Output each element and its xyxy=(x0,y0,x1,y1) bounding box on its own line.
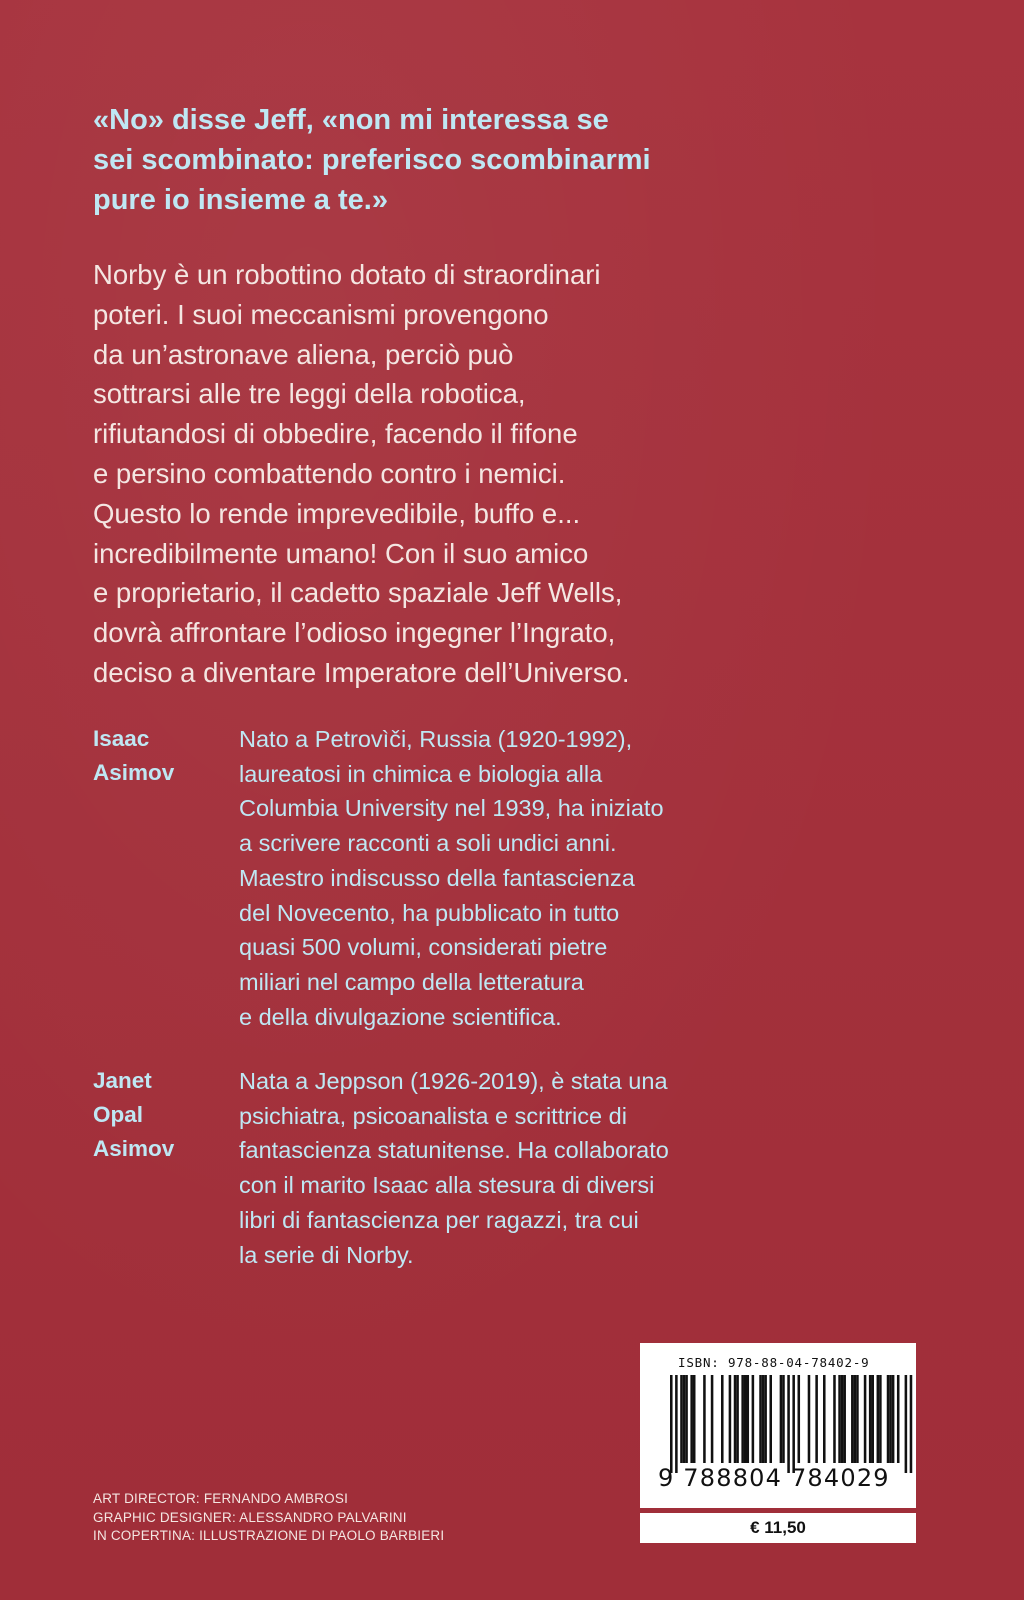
bio-line: a scrivere racconti a soli undici anni. xyxy=(239,830,617,857)
credit-line: GRAPHIC DESIGNER: ALESSANDRO PALVARINI xyxy=(93,1509,407,1525)
synopsis-line: e persino combattendo contro i nemici. xyxy=(93,457,566,489)
barcode-bar xyxy=(680,1375,683,1463)
barcode-bar xyxy=(744,1375,747,1463)
barcode-bar xyxy=(871,1375,874,1463)
barcode-bar xyxy=(905,1375,908,1473)
bio-line: Columbia University nel 1939, ha iniziato xyxy=(239,795,664,822)
design-credits xyxy=(93,1490,444,1546)
bio-line: libri di fantascienza per ragazzi, tra cui xyxy=(239,1206,639,1233)
barcode-bar xyxy=(833,1375,836,1463)
author-bio-text xyxy=(239,722,799,1034)
barcode-bar xyxy=(910,1375,913,1473)
barcode-bar xyxy=(721,1375,724,1463)
author-name-line: Isaac xyxy=(93,726,150,751)
barcode-bar xyxy=(747,1375,750,1463)
isbn-barcode-panel xyxy=(640,1343,916,1508)
barcode-bar xyxy=(823,1375,826,1463)
author-name-line: Opal xyxy=(93,1102,144,1127)
barcode-bar xyxy=(769,1375,772,1463)
price-tag xyxy=(640,1513,916,1543)
barcode-bar xyxy=(877,1375,880,1463)
barcode-bar xyxy=(736,1375,739,1463)
quote-line: «No» disse Jeff, «non mi interessa se xyxy=(93,104,609,136)
barcode-bar xyxy=(808,1375,811,1463)
author-bio-text xyxy=(239,1064,799,1272)
synopsis-line: deciso a diventare Imperatore dell’Universo. xyxy=(93,656,630,688)
barcode-bar xyxy=(815,1375,818,1463)
synopsis xyxy=(93,255,813,693)
barcode-bar xyxy=(764,1375,767,1463)
barcode-bar xyxy=(792,1375,795,1473)
synopsis-line: rifiutandosi di obbedire, facendo il fifone xyxy=(93,418,578,450)
barcode-bar xyxy=(759,1375,762,1463)
bio-line: Nata a Jeppson (1926-2019), è stata una xyxy=(239,1068,668,1094)
barcode-bar xyxy=(683,1375,686,1463)
bio-line: del Novecento, ha pubblicato in tutto xyxy=(239,899,620,926)
barcode-bar xyxy=(879,1375,882,1463)
author-name-line: Asimov xyxy=(93,1136,175,1161)
credit-line: IN COPERTINA: ILLUSTRAZIONE DI PAOLO BARBIERI xyxy=(93,1528,445,1543)
barcode-bar xyxy=(741,1375,744,1463)
barcode-bar xyxy=(892,1375,895,1463)
barcode-bar xyxy=(762,1375,765,1463)
quote-line: pure io insieme a te.» xyxy=(93,184,388,216)
barcode-bar xyxy=(787,1375,790,1473)
barcode-bar xyxy=(734,1375,737,1463)
barcode-bar xyxy=(851,1375,854,1463)
author-name xyxy=(93,1064,213,1166)
synopsis-line: dovrà affrontare l’odioso ingegner l’Ingrato, xyxy=(93,617,616,649)
barcode-bar xyxy=(675,1375,678,1473)
barcode-bar xyxy=(685,1375,688,1463)
author-name-line: Asimov xyxy=(93,760,175,785)
author-name-line: Janet xyxy=(93,1068,152,1093)
barcode-bar xyxy=(752,1375,755,1463)
bio-line: miliari nel campo della letteratura xyxy=(239,968,584,995)
barcode-bar xyxy=(889,1375,892,1463)
ean-digits: 9 788804 784029 xyxy=(658,1464,890,1492)
quote-line: sei scombinato: preferisco scombinarmi xyxy=(93,144,651,176)
bio-line: quasi 500 volumi, considerati pietre xyxy=(239,934,608,961)
synopsis-line: e proprietario, il cadetto spaziale Jeff Wells, xyxy=(93,577,623,609)
bio-line: psichiatra, psicoanalista e scrittrice di xyxy=(239,1102,627,1129)
barcode-bar xyxy=(838,1375,841,1463)
barcode-bar xyxy=(782,1375,785,1463)
synopsis-line: da un’astronave aliena, perciò può xyxy=(93,338,514,370)
bio-line: fantascienza statunitense. Ha collaborato xyxy=(239,1137,669,1164)
bio-line: Maestro indiscusso della fantascienza xyxy=(239,864,635,891)
barcode-bar xyxy=(869,1375,872,1463)
author-name xyxy=(93,722,213,790)
synopsis-line: incredibilmente umano! Con il suo amico xyxy=(93,537,589,569)
barcode-bar xyxy=(693,1375,696,1463)
barcode-bar xyxy=(729,1375,732,1463)
bio-line: e della divulgazione scientifica. xyxy=(239,1003,562,1030)
price-value: € 11,50 xyxy=(750,1518,806,1537)
bio-line: con il marito Isaac alla stesura di diversi xyxy=(239,1172,655,1199)
barcode-bar xyxy=(670,1375,673,1473)
barcode-bar xyxy=(854,1375,857,1463)
barcode-bar xyxy=(843,1375,846,1463)
barcode-bar xyxy=(856,1375,859,1463)
credit-line: ART DIRECTOR: FERNANDO AMBROSI xyxy=(93,1491,349,1506)
bio-line: Nato a Petrovìči, Russia (1920-1992), xyxy=(239,726,633,752)
isbn-label: ISBN: 978-88-04-78402-9 xyxy=(678,1355,870,1370)
barcode-bar xyxy=(864,1375,867,1463)
barcode-bar xyxy=(703,1375,706,1463)
pull-quote xyxy=(93,100,793,220)
barcode-bar xyxy=(887,1375,890,1463)
synopsis-line: Norby è un robottino dotato di straordinari xyxy=(93,259,601,290)
barcode-bar xyxy=(798,1375,801,1463)
bio-line: la serie di Norby. xyxy=(239,1241,414,1268)
synopsis-line: sottrarsi alle tre leggi della robotica, xyxy=(93,378,526,410)
barcode-bar xyxy=(711,1375,714,1463)
barcode-bar xyxy=(780,1375,783,1463)
synopsis-line: Questo lo rende imprevedibile, buffo e... xyxy=(93,497,581,529)
barcode-bar xyxy=(690,1375,693,1463)
bio-line: laureatosi in chimica e biologia alla xyxy=(239,760,603,787)
barcode-bar xyxy=(841,1375,844,1463)
synopsis-line: poteri. I suoi meccanismi provengono xyxy=(93,298,549,330)
barcode-bar xyxy=(897,1375,900,1463)
